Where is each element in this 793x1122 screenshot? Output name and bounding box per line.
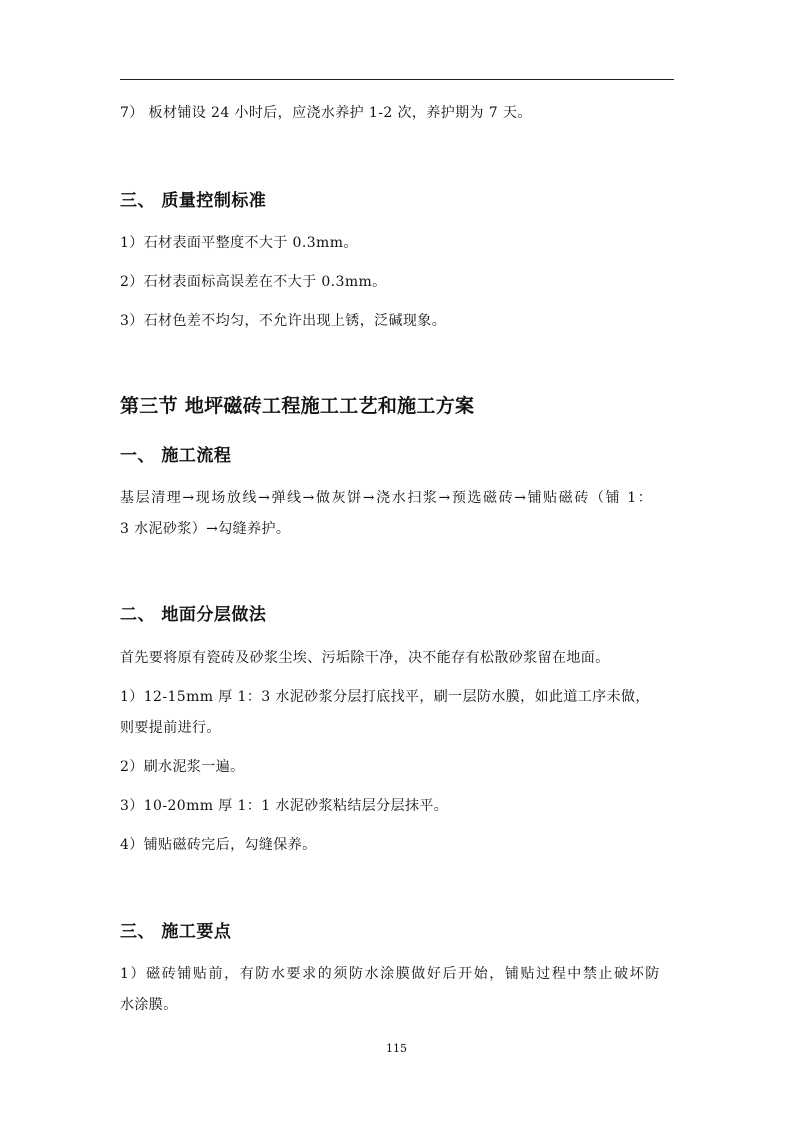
heading-construction-flow: 一、 施工流程 <box>120 446 232 466</box>
paragraph-line: 7） 板材铺设 24 小时后，应浇水养护 1-2 次，养护期为 7 天。 <box>120 105 532 121</box>
page-number: 115 <box>386 1042 407 1055</box>
list-item: 2）石材表面标高误差在不大于 0.3mm。 <box>120 274 387 290</box>
list-item: 2）刷水泥浆一遍。 <box>120 759 245 775</box>
heading-floor-layers: 二、 地面分层做法 <box>120 605 267 625</box>
list-item: 4）铺贴磁砖完后，勾缝保养。 <box>120 837 317 853</box>
list-item: 3）石材色差不均匀，不允许出现上锈，泛碱现象。 <box>120 313 447 329</box>
paragraph-line: 基层清理→现场放线→弹线→做灰饼→浇水扫浆→预选磁砖→铺贴磁砖（铺 1： <box>120 490 654 506</box>
list-item: 1）磁砖铺贴前，有防水要求的须防水涂膜做好后开始，铺贴过程中禁止破坏防 <box>120 966 661 982</box>
paragraph-line: 3 水泥砂浆）→勾缝养护。 <box>120 521 291 537</box>
section-title: 第三节 地坪磁砖工程施工工艺和施工方案 <box>120 395 475 417</box>
header-rule <box>120 79 674 80</box>
heading-quality-standards: 三、 质量控制标准 <box>120 191 267 211</box>
list-item: 1）12-15mm 厚 1：3 水泥砂浆分层打底找平，刷一层防水膜，如此道工序未做， <box>120 689 650 705</box>
list-item: 3）10-20mm 厚 1：1 水泥砂浆粘结层分层抹平。 <box>120 798 449 814</box>
list-item-continuation: 则要提前进行。 <box>120 720 221 736</box>
paragraph-line: 首先要将原有瓷砖及砂浆尘埃、污垢除干净，决不能存有松散砂浆留在地面。 <box>120 650 610 666</box>
list-item-continuation: 水涂膜。 <box>120 997 178 1013</box>
list-item: 1）石材表面平整度不大于 0.3mm。 <box>120 235 358 251</box>
heading-key-points: 三、 施工要点 <box>120 922 232 942</box>
